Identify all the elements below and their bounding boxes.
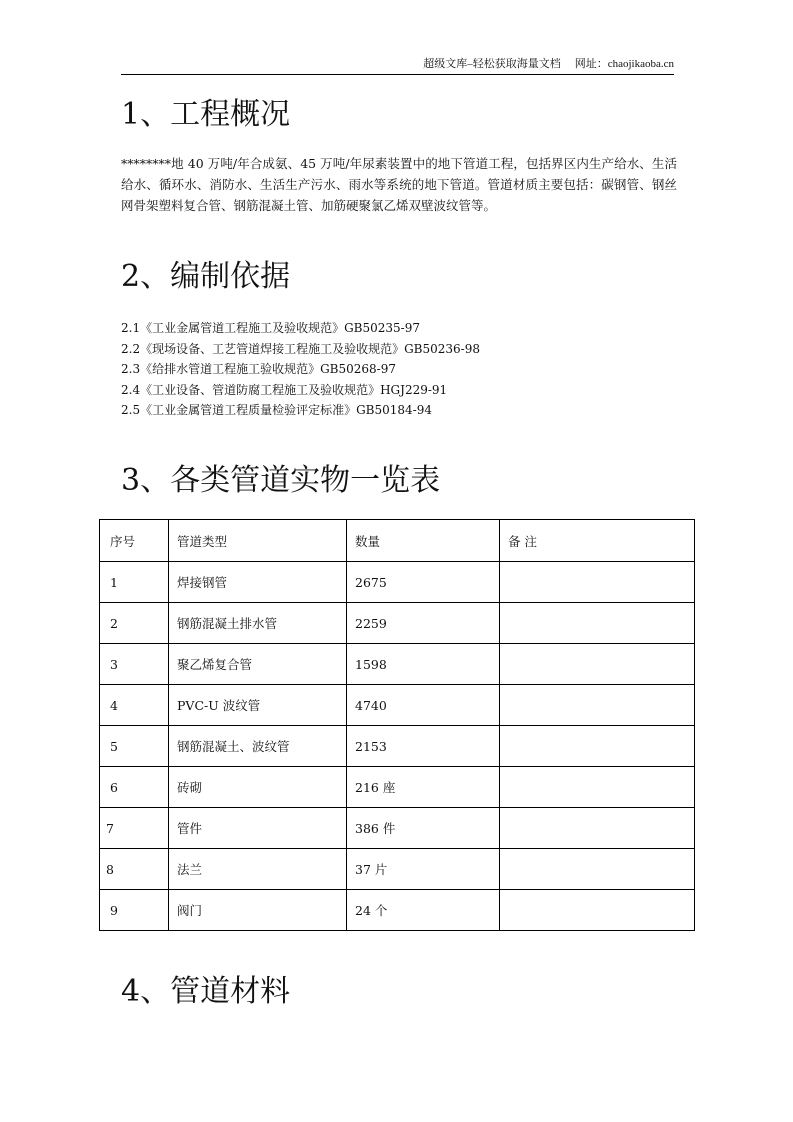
cell-type: 聚乙烯复合管 bbox=[169, 644, 347, 685]
cell-type: 钢筋混凝土排水管 bbox=[169, 603, 347, 644]
table-row bbox=[100, 767, 695, 808]
cell-type: 焊接钢管 bbox=[169, 562, 347, 603]
cell-type: 阀门 bbox=[169, 890, 347, 931]
reference-item: 2.4《工业设备、管道防腐工程施工及验收规范》HGJ229-91 bbox=[121, 382, 448, 397]
pipe-inventory-table bbox=[99, 519, 695, 931]
cell-index: 3 bbox=[100, 644, 169, 685]
cell-quantity: 37 片 bbox=[347, 849, 500, 890]
section-heading-materials: 4、管道材料 bbox=[121, 974, 291, 1009]
cell-index: 2 bbox=[100, 603, 169, 644]
cell-remarks bbox=[500, 562, 695, 603]
reference-item: 2.1《工业金属管道工程施工及验收规范》GB50235-97 bbox=[121, 321, 420, 335]
cell-type: 管件 bbox=[169, 808, 347, 849]
cell-quantity: 2153 bbox=[347, 726, 500, 767]
cell-index: 7 bbox=[100, 808, 169, 849]
table-row bbox=[100, 562, 695, 603]
cell-remarks bbox=[500, 685, 695, 726]
cell-type: 法兰 bbox=[169, 849, 347, 890]
table-row bbox=[100, 726, 695, 767]
header-url-label: 网址： bbox=[574, 58, 608, 70]
reference-item: 2.3《给排水管道工程施工验收规范》GB50268-97 bbox=[121, 362, 396, 376]
column-header-type: 管道类型 bbox=[169, 520, 347, 562]
column-header-remarks: 备 注 bbox=[500, 520, 695, 562]
table-row bbox=[100, 890, 695, 931]
cell-quantity: 4740 bbox=[347, 685, 500, 726]
cell-remarks bbox=[500, 726, 695, 767]
cell-index: 5 bbox=[100, 726, 169, 767]
table-row bbox=[100, 603, 695, 644]
section-heading-pipe-table: 3、各类管道实物一览表 bbox=[121, 463, 441, 498]
cell-quantity: 2259 bbox=[347, 603, 500, 644]
cell-remarks bbox=[500, 644, 695, 685]
overview-paragraph: ********地 40 万吨/年合成氨、45 万吨/年尿素装置中的地下管道工程，包括界区内生产给水、生活给水、循环水、消防水、生活生产污水、雨水等系统的地下管道。管道材质主要包括：碳钢管、钢丝网骨架塑料复合管、钢筋混凝土管、加筋硬聚氯乙烯双壁波纹管等。 bbox=[121, 156, 677, 213]
header-url[interactable]: chaojikaoba.cn bbox=[607, 58, 674, 70]
table-row bbox=[100, 808, 695, 849]
section-heading-basis: 2、编制依据 bbox=[121, 259, 291, 294]
table-header-row bbox=[100, 520, 695, 562]
table-row bbox=[100, 685, 695, 726]
cell-index: 1 bbox=[100, 562, 169, 603]
cell-index: 8 bbox=[100, 849, 169, 890]
cell-quantity: 24 个 bbox=[347, 890, 500, 931]
cell-remarks bbox=[500, 890, 695, 931]
cell-type: 钢筋混凝土、波纹管 bbox=[169, 726, 347, 767]
reference-item: 2.2《现场设备、工艺管道焊接工程施工及验收规范》GB50236-98 bbox=[121, 341, 480, 356]
cell-index: 6 bbox=[100, 767, 169, 808]
cell-remarks bbox=[500, 849, 695, 890]
cell-index: 9 bbox=[100, 890, 169, 931]
table-row bbox=[100, 644, 695, 685]
cell-index: 4 bbox=[100, 685, 169, 726]
cell-remarks bbox=[500, 767, 695, 808]
column-header-quantity: 数量 bbox=[347, 520, 500, 562]
column-header-index: 序号 bbox=[100, 520, 169, 562]
cell-remarks bbox=[500, 808, 695, 849]
cell-type: PVC-U 波纹管 bbox=[169, 685, 347, 726]
cell-quantity: 386 件 bbox=[347, 808, 500, 849]
cell-quantity: 216 座 bbox=[347, 767, 500, 808]
reference-list bbox=[121, 318, 480, 421]
reference-item: 2.5《工业金属管道工程质量检验评定标准》GB50184-94 bbox=[121, 403, 432, 417]
header-site-title: 超级文库–轻松获取海量文档 bbox=[423, 58, 561, 70]
cell-quantity: 2675 bbox=[347, 562, 500, 603]
cell-remarks bbox=[500, 603, 695, 644]
cell-quantity: 1598 bbox=[347, 644, 500, 685]
table-row bbox=[100, 849, 695, 890]
section-heading-overview: 1、工程概况 bbox=[121, 97, 291, 132]
page-header bbox=[121, 56, 674, 75]
cell-type: 砖砌 bbox=[169, 767, 347, 808]
